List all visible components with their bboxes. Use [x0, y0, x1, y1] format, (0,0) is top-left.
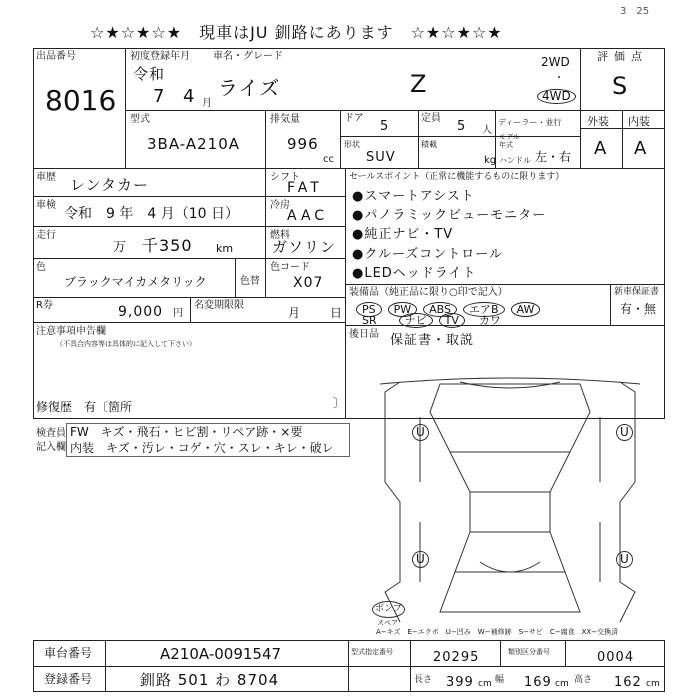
rating-ext-label: 外装 — [587, 115, 609, 128]
car-name-label: 車名・グレード — [213, 51, 283, 62]
diagram-legend: A−キズ E−エクボ U−凹み W−補修跡 S−サビ C−腐食 XX−交換済 — [376, 628, 619, 636]
drive-4wd: 4WD — [537, 89, 576, 104]
type-no-value: 20295 — [433, 650, 480, 665]
equip-pw: PW — [388, 302, 418, 317]
sales-point-5: ●LEDヘッドライト — [352, 266, 477, 281]
shape-label: 形状 — [344, 140, 360, 149]
inspection-value: 令和 9 年 4 月（10 日） — [64, 206, 239, 222]
drive-2wd: 2WD — [541, 55, 570, 69]
load-unit: kg — [484, 155, 497, 166]
rating-value: S — [612, 72, 629, 100]
chg-date-month: 月 — [288, 306, 301, 320]
checks-row-2: 内装 キズ・汚レ・コゲ・穴・スレ・キレ・破レ — [70, 441, 334, 455]
shift-label: シフト — [270, 172, 300, 183]
equip-tv: TV — [439, 313, 465, 328]
color-label: 色 — [36, 262, 46, 273]
dealer-label: ディーラー・並行 — [498, 118, 562, 127]
first-reg-year: 7 — [153, 86, 166, 107]
equip-sr: SR — [362, 314, 377, 327]
equip-airbag: エアB — [463, 302, 505, 317]
fuel-value: ガソリン — [272, 238, 337, 256]
type-no-label: 型式指定番号 — [351, 648, 393, 656]
sales-point-3: ●純正ナビ・TV — [352, 227, 454, 242]
width-unit: cm — [555, 679, 569, 689]
chassis-value: A210A-0091547 — [160, 645, 282, 663]
dent-mark-front-left: U — [412, 424, 429, 441]
car-name: ライズ — [218, 76, 281, 100]
back-notes-value: 保証書・取説 — [390, 333, 475, 348]
checks-row-1: FW キズ・飛石・ヒビ割・リペア跡・×要 — [70, 425, 303, 439]
class-no-label: 類別区分番号 — [508, 648, 550, 656]
rating-label: 評価点 — [597, 50, 648, 63]
plate-value: 釧路 501 わ 8704 — [140, 671, 280, 689]
height-label: 高さ — [574, 675, 593, 685]
sales-point-1: ●スマートアシスト — [352, 189, 475, 204]
equip-leather: カワ — [478, 314, 501, 327]
recycle-value: 9,000 — [118, 304, 164, 320]
notes-sub: （不具合内容等は具体的に記入して下さい） — [56, 340, 196, 348]
sheet-top-frame — [33, 48, 665, 419]
car-grade: Z — [410, 70, 428, 98]
back-notes-label: 後日品 — [349, 329, 379, 340]
model-year-label: モデル年式 — [499, 133, 520, 149]
history-label: 車歴 — [36, 172, 56, 183]
sales-point-2: ●パノラミックビューモニター — [352, 208, 547, 223]
height-value: 162 — [614, 675, 642, 690]
lot-number: 8016 — [45, 84, 117, 117]
inspection-label: 車検 — [36, 200, 56, 211]
checks-label-1: 検査員 — [36, 428, 66, 439]
banner-text: ☆★☆★☆★ 現車はJU 釧路にあります ☆★☆★☆★ — [90, 23, 503, 42]
equip-navi: ナビ — [399, 313, 433, 328]
checks-label-2: 記入欄 — [36, 442, 66, 453]
aircon-value: AAC — [287, 208, 329, 224]
handle-value: 左・右 — [535, 150, 572, 164]
mileage-unit: km — [216, 242, 234, 255]
first-reg-label: 初度登録年月 — [130, 51, 190, 62]
model-value: 3BA-A210A — [147, 135, 241, 153]
warranty-label: 新車保証書 — [614, 287, 660, 297]
first-reg-month: 4 — [183, 86, 196, 107]
displacement-value: 996 — [287, 135, 319, 153]
color-value: ブラックマイカメタリック — [64, 275, 207, 289]
repair-history: 修復歴 有〔箇所 — [36, 400, 133, 414]
equipment-row-2 — [362, 312, 501, 328]
spare-tire: ボンブ — [372, 601, 405, 618]
equipment-label: 装備品（純正品に限り○印で記入） — [349, 287, 508, 298]
rating-int: A — [634, 138, 648, 159]
shape-value: SUV — [366, 150, 396, 165]
model-label: 型式 — [130, 114, 150, 125]
length-label: 長さ — [414, 675, 433, 685]
dent-mark-rear-left: U — [412, 551, 429, 568]
rating-int-label: 内装 — [628, 115, 650, 128]
sales-point-4: ●クルーズコントロール — [352, 247, 504, 262]
equip-ps: PS — [356, 302, 382, 317]
color-trim-label: 色替 — [240, 276, 260, 287]
first-reg-era: 令和 — [133, 65, 166, 83]
length-value: 399 — [446, 675, 474, 690]
equip-abs: ABS — [423, 302, 457, 317]
shift-value: FAT — [287, 180, 323, 196]
warranty-value: 有・無 — [620, 302, 657, 316]
car-diagram — [360, 372, 660, 632]
spare-sub: スペア — [377, 619, 398, 627]
notes-label: 注意事項申告欄 — [36, 326, 106, 337]
history-value: レンタカー — [70, 176, 150, 194]
chassis-label: 車台番号 — [44, 646, 93, 660]
equip-aw: AW — [511, 302, 541, 317]
width-label: 幅 — [495, 675, 505, 685]
mileage-label: 走行 — [36, 230, 56, 241]
color-code-label: 色コード — [270, 262, 310, 273]
recycle-unit: 円 — [173, 308, 183, 319]
displacement-unit: cc — [323, 154, 334, 165]
dent-mark-front-right: U — [616, 424, 633, 441]
height-unit: cm — [646, 679, 660, 689]
sales-points-label: セールスポイント（正常に機能するものに限ります） — [349, 172, 565, 182]
capacity-label: 定員 — [421, 113, 441, 124]
rating-ext: A — [594, 138, 608, 159]
mileage-man: 万 — [113, 240, 128, 255]
length-unit: cm — [478, 679, 492, 689]
dent-mark-rear-right: U — [616, 551, 633, 568]
repair-close-bracket: 〕 — [333, 396, 346, 410]
capacity-value: 5 — [457, 119, 467, 134]
fuel-label: 燃料 — [270, 230, 290, 241]
load-label: 積載 — [421, 140, 437, 149]
plate-label: 登録番号 — [44, 672, 93, 686]
first-reg-month-unit: 月 — [202, 98, 212, 109]
chg-date-label: 名変期限限 — [194, 300, 244, 311]
mileage-sen: 千350 — [142, 236, 193, 255]
handle-label: ハンドル — [499, 156, 531, 165]
chg-date-day: 日 — [330, 306, 343, 320]
lot-label: 出品番号 — [36, 51, 76, 62]
doors-value: 5 — [380, 119, 390, 134]
recycle-label: R券 — [36, 300, 53, 311]
doors-label: ドア — [344, 113, 364, 124]
color-code: X07 — [293, 275, 324, 291]
displacement-label: 排気量 — [270, 114, 300, 125]
drive-dot: ・ — [554, 73, 564, 84]
capacity-unit: 人 — [482, 125, 492, 136]
width-value: 169 — [524, 675, 552, 690]
aircon-label: 冷房 — [270, 200, 290, 211]
class-no-value: 0004 — [597, 650, 635, 665]
corner-mark: 3 25 — [620, 6, 650, 17]
